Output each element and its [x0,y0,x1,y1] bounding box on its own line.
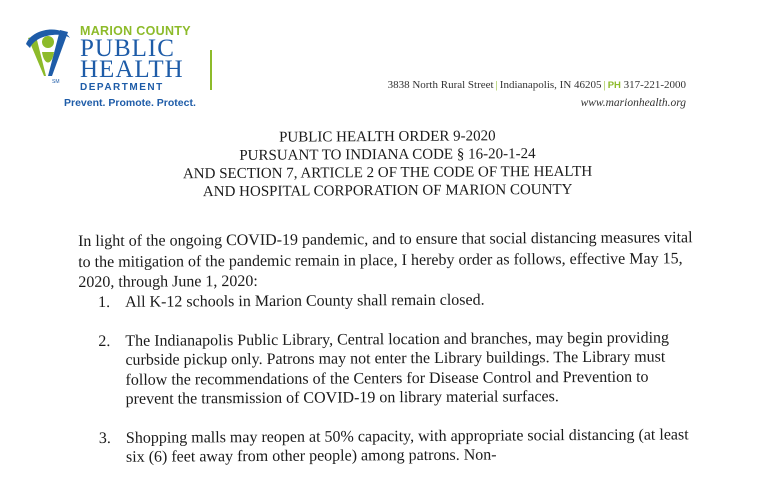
org-name-county: MARION COUNTY [80,24,191,38]
org-name-health: HEALTH [80,56,184,83]
org-name-department: DEPARTMENT [80,82,164,93]
list-item [99,425,699,468]
list-item [98,289,698,312]
list-item-text: The Indianapolis Public Library, Central location and branches, may begin providing curbside pickup only. Patrons may not enter the Library buildings. The Library must follow the recommendations of the Centers for Disease Control and Prevention to prevent the transmission of COVID-19 on library material surfaces. [125,329,670,408]
list-item [98,328,698,410]
tagline: Prevent. Promote. Protect. [64,97,196,109]
org-name-public: PUBLIC [80,35,175,62]
order-intro-paragraph: In light of the ongoing COVID-19 pandemic, and to ensure that social distancing measures vital to the mitigation of the pandemic remain in place, I hereby order as follows, effective May 15, 2020, through June 1, 2020: [78,229,693,291]
list-item-number: 2. [98,332,111,350]
address-separator: | [603,79,606,91]
phone-number: 317-221-2000 [623,79,686,91]
address-city: Indianapolis, IN 46205 [499,79,602,91]
list-item-text: All K-12 schools in Marion County shall remain closed. [125,291,485,311]
website-link[interactable]: www.marionhealth.org [580,97,686,109]
order-heading [0,126,775,203]
phone-label: PH [607,80,621,91]
order-subtitle-statute: PURSUANT TO INDIANA CODE § 16-20-1-24 [239,146,536,164]
order-list [98,289,699,486]
order-subtitle-corporation: AND HOSPITAL CORPORATION OF MARION COUNTY [202,181,573,201]
order-title: PUBLIC HEALTH ORDER 9-2020 [279,128,496,146]
address-street: 3838 North Rural Street [387,79,494,91]
address-line [388,79,686,91]
service-mark: SM [52,79,60,85]
order-subtitle-section: AND SECTION 7, ARTICLE 2 OF THE CODE OF THE HEALTH [182,163,593,183]
address-separator: | [495,79,498,91]
list-item-text: Shopping malls may reopen at 50% capacity, with appropriate social distancing (at least six (6) feet away from other people) among patrons. Non- [125,425,689,466]
letterhead [0,0,775,120]
letterhead-divider [210,50,212,90]
org-name [80,24,191,93]
list-item-number: 1. [98,293,111,311]
list-item-number: 3. [98,429,111,447]
health-department-logo-icon [22,22,74,84]
